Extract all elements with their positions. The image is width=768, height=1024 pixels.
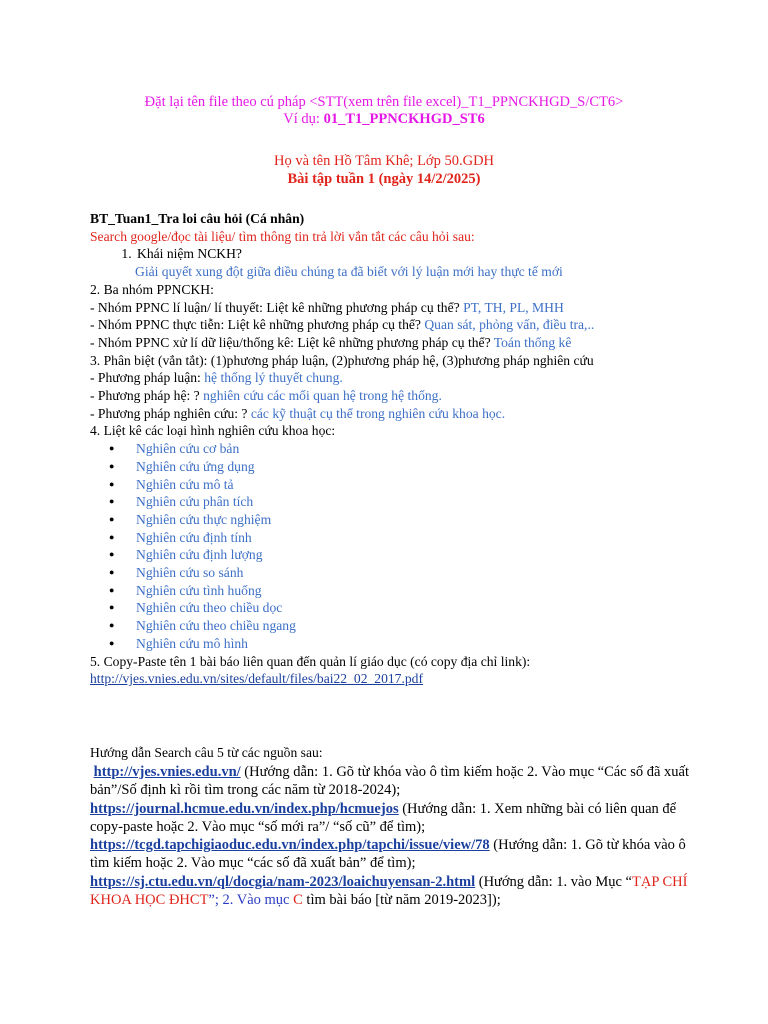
question-1-list [90, 245, 730, 263]
q2-item [90, 334, 730, 352]
student-info: Họ và tên Hồ Tâm Khê; Lớp 50.GDH [273, 153, 495, 169]
list-item: ● Nghiên cứu theo chiều dọc [136, 599, 730, 617]
list-item: ● Nghiên cứu theo chiều ngang [136, 617, 730, 635]
source-4-text: (Hướng dẫn: 1. vào Mục “ [475, 873, 632, 890]
q4-label: 4. Liệt kê các loại hình nghiên cứu khoa học: [90, 423, 336, 439]
list-item: ● Nghiên cứu mô hình [136, 635, 730, 653]
source-1-link[interactable]: http://vjes.vnies.edu.vn/ [93, 764, 241, 780]
list-item: ● Nghiên cứu phân tích [136, 493, 730, 511]
guide-sources [90, 763, 690, 909]
q3-item-prefix: - Phương pháp luận: [90, 370, 205, 386]
q3-item-answer: hệ thống lý thuyết chung. [204, 370, 343, 386]
question-1 [135, 245, 730, 263]
list-item: ● Nghiên cứu thực nghiệm [136, 511, 730, 529]
source-3-link[interactable]: https://tcgd.tapchigiaoduc.edu.vn/index.php/tapchi/issue/view/78 [90, 837, 490, 854]
student-header [0, 152, 768, 188]
q2-item-answer: Quan sát, phỏng vấn, điều tra,.. [424, 317, 595, 333]
source-2-text: (Hướng dẫn: 1. Xem những bài có liên quan để copy-paste hoặc 2. Vào mục “số mới ra”/ “số cũ” để tìm); [90, 800, 677, 835]
q2-item-prefix: - Nhóm PPNC xử lí dữ liệu/thống kê: Liệt kê những phương pháp cụ thể? [90, 334, 494, 350]
file-naming-rule: Đặt lại tên file theo cú pháp <STT(xem trên file excel)_T1_PPNCKHGD_S/CT6> [144, 94, 624, 110]
q2-item-answer: PT, TH, PL, MHH [463, 299, 564, 315]
q3-item-prefix: - Phương pháp hệ: ? [90, 388, 204, 404]
list-item: ● Nghiên cứu định tính [136, 529, 730, 547]
source-4-text-end: tìm bài báo [từ năm 2019-2023]); [302, 892, 501, 909]
q3-item [90, 369, 730, 387]
source-4-journal: TẠP CHÍ KHOA HỌC ĐHCT [90, 873, 688, 909]
search-guide [90, 744, 690, 909]
q1-label: Khái niệm NCKH? [137, 246, 242, 262]
instruction: Search google/đọc tài liệu/ tìm thông tin trả lời vắn tắt các câu hỏi sau: [90, 228, 475, 244]
q3-item [90, 387, 730, 405]
list-item: ● Nghiên cứu so sánh [136, 564, 730, 582]
assignment-title: Bài tập tuần 1 (ngày 14/2/2025) [287, 171, 481, 187]
source-4 [90, 873, 690, 910]
source-1-text: (Hướng dẫn: 1. Gõ từ khóa vào ô tìm kiếm hoặc 2. Vào mục “Các số đã xuất bản”/Số định kì rồi tìm trong các năm từ 2018-2024); [90, 764, 690, 799]
q3-item-answer: nghiên cứu các mối quan hệ trong hệ thống. [203, 388, 442, 404]
list-item: ● Nghiên cứu ứng dụng [136, 458, 730, 476]
q2-label: 2. Ba nhóm PPNCKH: [90, 281, 214, 297]
assignment-body [90, 210, 730, 688]
list-item: ● Nghiên cứu định lượng [136, 546, 730, 564]
example-prefix: Ví dụ: [283, 111, 324, 127]
source-4-step: ”; 2. Vào mục [208, 892, 294, 909]
q5-label: 5. Copy-Paste tên 1 bài báo liên quan đến quản lí giáo dục (có copy địa chỉ link): [90, 653, 531, 669]
q2-item-answer: Toán thống kê [493, 334, 572, 350]
q2-item-prefix: - Nhóm PPNC lí luận/ lí thuyết: Liệt kê những phương pháp cụ thể? [90, 299, 464, 315]
q2-item [90, 316, 730, 334]
example-filename: 01_T1_PPNCKHGD_ST6 [323, 111, 485, 127]
q2-item-prefix: - Nhóm PPNC thực tiễn: Liệt kê những phương pháp cụ thể? [90, 317, 425, 333]
source-3-text: (Hướng dẫn: 1. Gõ từ khóa vào ô tìm kiếm hoặc 2. Vào mục “các số đã xuất bản” để tìm); [90, 837, 686, 872]
section-title: BT_Tuan1_Tra loi câu hỏi (Cá nhân) [90, 211, 305, 226]
q1-answer: Giải quyết xung đột giữa điều chúng ta đã biết với lý luận mới hay thực tế mới [135, 264, 563, 280]
q3-item-prefix: - Phương pháp nghiên cứu: ? [90, 405, 251, 421]
q3-item-answer: các kỹ thuật cụ thể trong nghiên cứu khoa học. [250, 405, 506, 421]
file-naming-header [0, 94, 768, 128]
source-2 [90, 800, 690, 837]
research-types-list [90, 440, 730, 652]
list-item: ● Nghiên cứu mô tả [136, 476, 730, 494]
source-3 [90, 836, 690, 873]
file-naming-example [0, 111, 768, 128]
guide-title: Hướng dẫn Search câu 5 từ các nguồn sau: [90, 745, 323, 760]
source-4-link[interactable]: https://sj.ctu.edu.vn/ql/docgia/nam-2023/loaichuyensan-2.html [90, 873, 476, 890]
q5-article-link[interactable]: http://vjes.vnies.edu.vn/sites/default/files/bai22_02_2017.pdf [90, 671, 424, 687]
q2-item [90, 299, 730, 317]
source-4-section: C [293, 892, 303, 909]
list-item: ● Nghiên cứu cơ bản [136, 440, 730, 458]
source-2-link[interactable]: https://journal.hcmue.edu.vn/index.php/hcmuejos [90, 800, 399, 817]
q3-item [90, 405, 730, 423]
source-1 [90, 763, 690, 800]
q3-label: 3. Phân biệt (vắn tắt): (1)phương pháp luận, (2)phương pháp hệ, (3)phương pháp nghiên cứu [90, 352, 594, 368]
list-item: ● Nghiên cứu tình huống [136, 582, 730, 600]
